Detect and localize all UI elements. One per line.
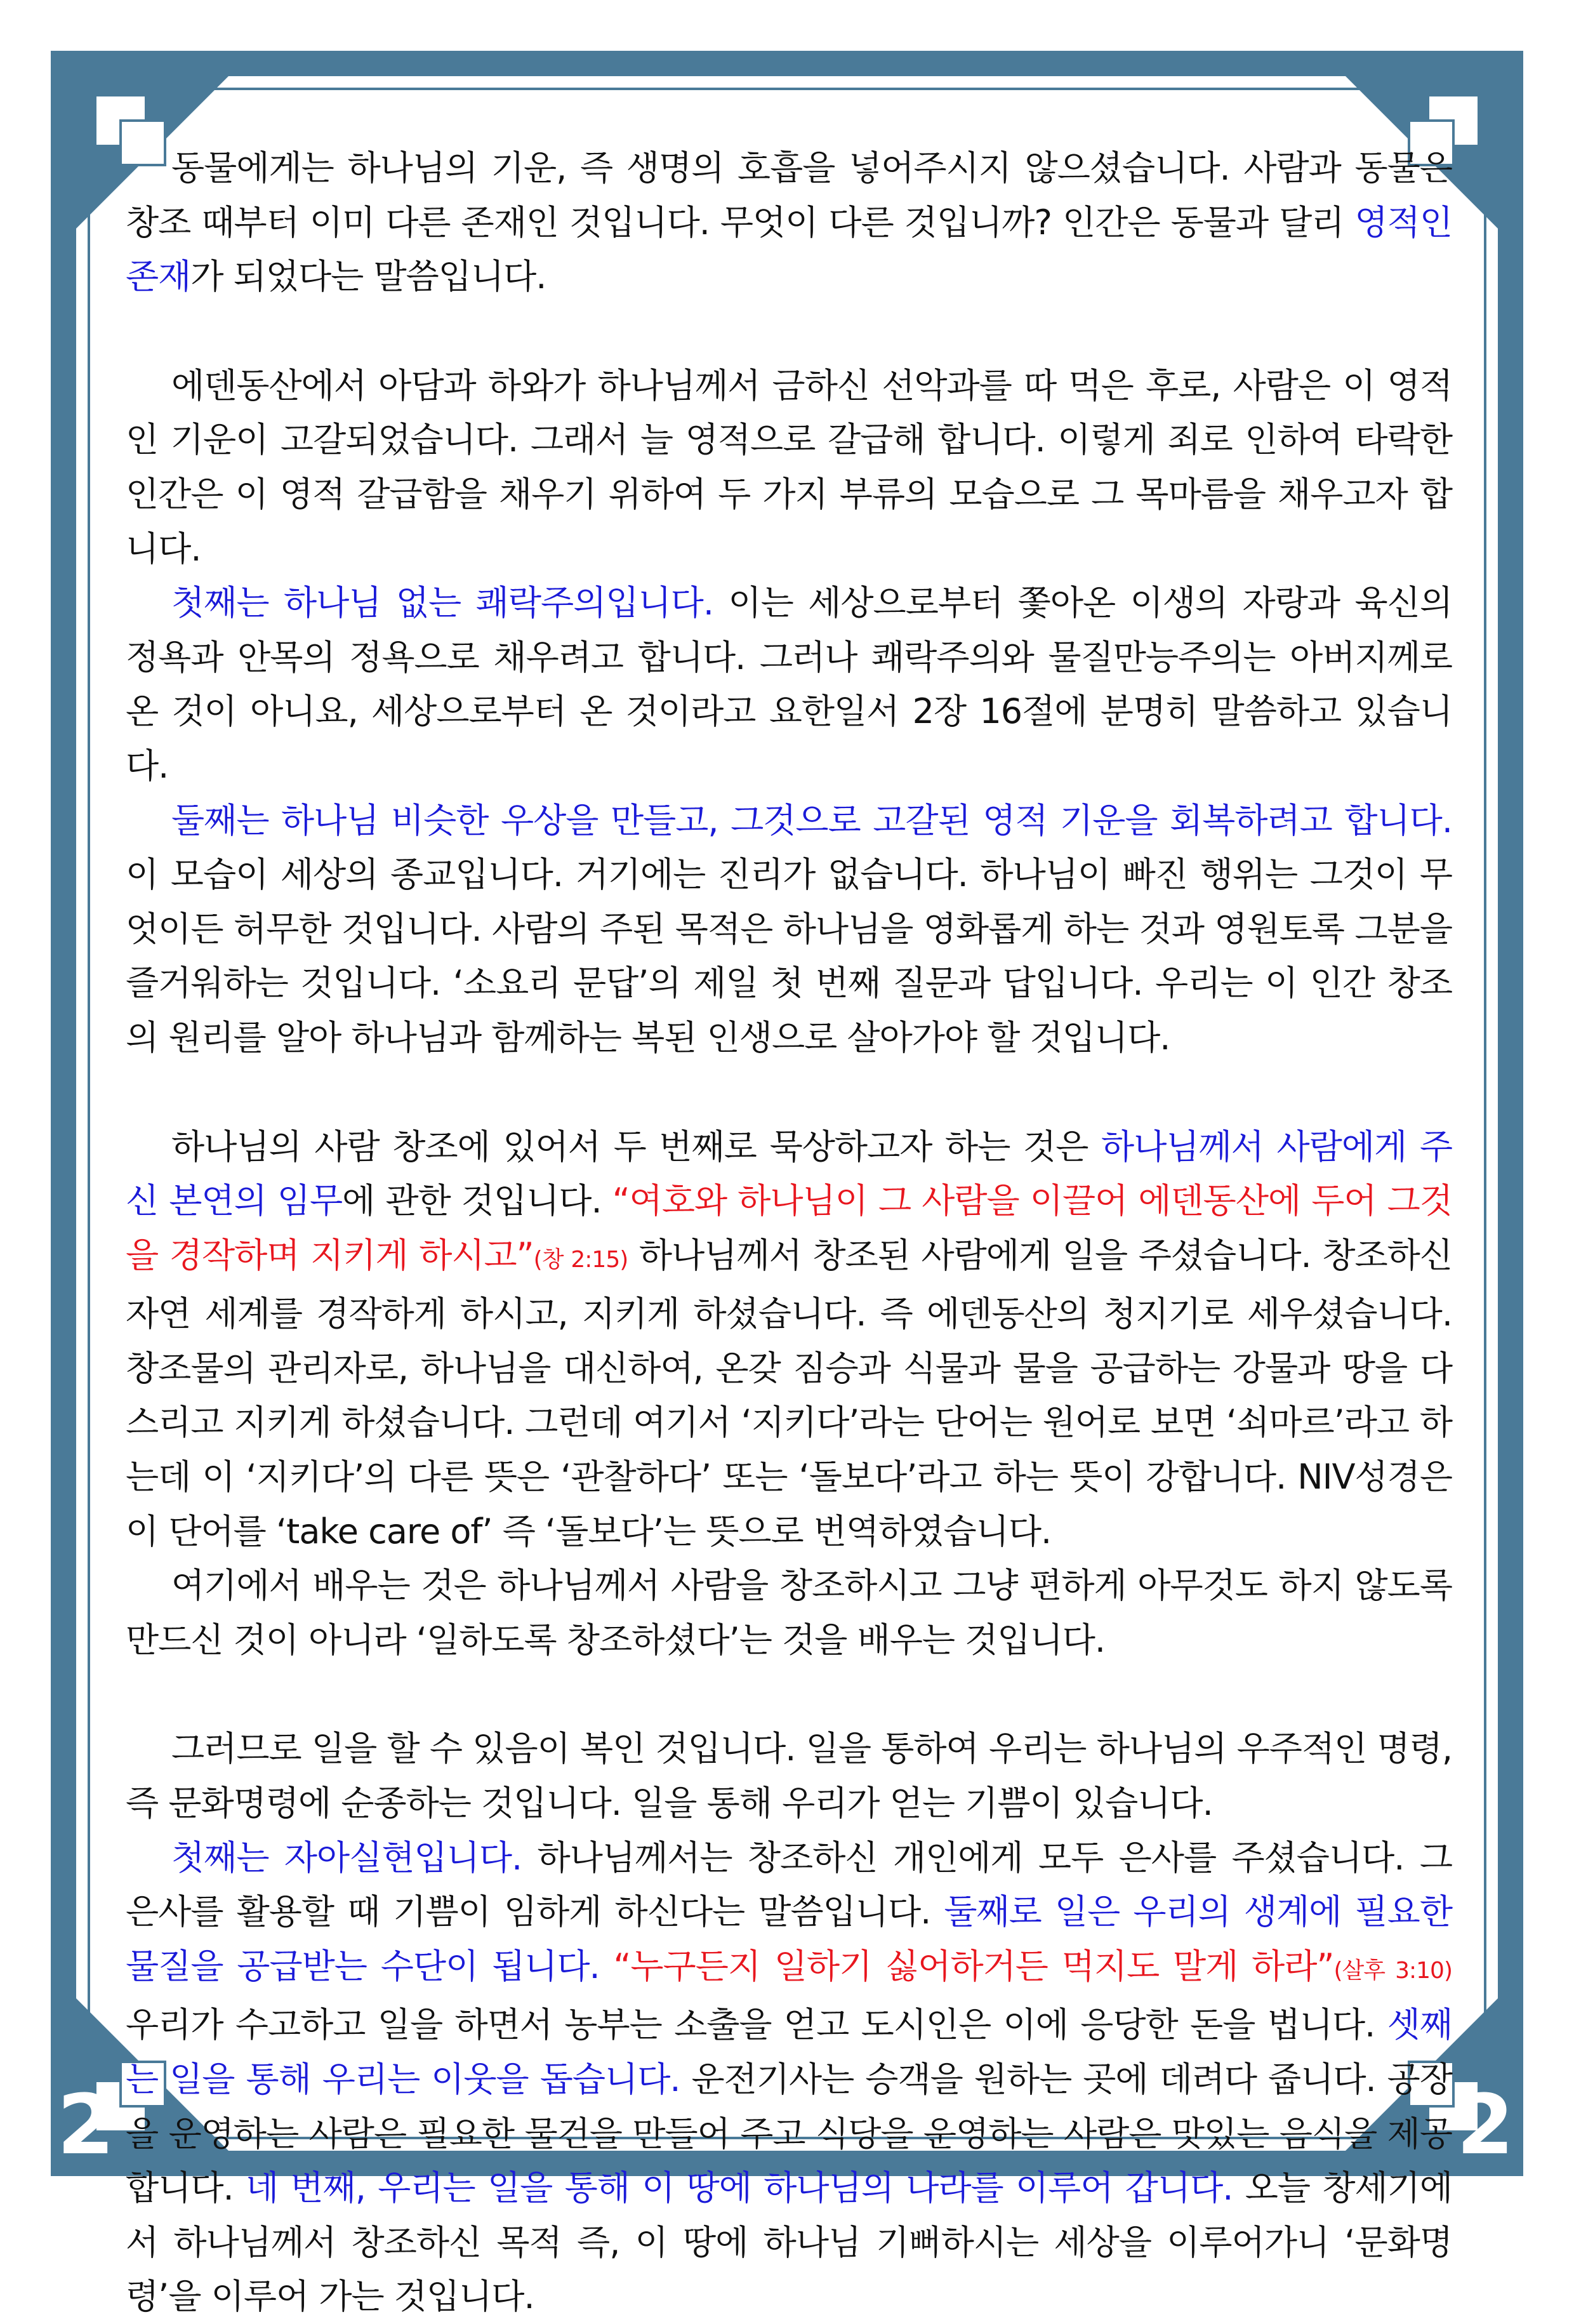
paragraph <box>126 141 1452 304</box>
paragraph <box>126 359 1452 576</box>
paragraph <box>126 1831 1452 2324</box>
text-run: (창 2:15) <box>533 1246 628 1273</box>
text-run: 셋째는 일을 통해 우리는 이웃을 돕습니다. <box>126 2005 1452 2099</box>
text-run: 둘째로 일은 우리의 생계에 필요한 물질을 공급받는 수단이 됩니다. <box>126 1892 1452 1986</box>
text-run: 여기에서 배우는 것은 하나님께서 사람을 창조하시고 그냥 편하게 아무것도 하지 않도록 만드신 것이 아니라 ‘일하도록 창조하셨다’는 것을 배우는 것입니다. <box>126 1565 1452 1660</box>
document-body <box>126 141 1452 2324</box>
paragraph <box>126 576 1452 793</box>
text-run: 에덴동산에서 아담과 하와가 하나님께서 금하신 선악과를 따 먹은 후로, 사람은 이 영적인 기운이 고갈되었습니다. 그래서 늘 영적으로 갈급해 합니다. 이렇게 죄로 인하여 타락한 인간은 이 영적 갈급함을 채우기 위하여 두 가지 부류의 모습으로 그 목마름을 채우고자 합니다. <box>126 365 1452 569</box>
text-run: 하나님께서는 창조하신 개인에게 모두 은사를 주셨습니다. 그 은사를 활용할 때 기쁨이 임하게 하신다는 말씀입니다. <box>126 1837 1452 1932</box>
text-run: 네 번째, 우리는 일을 통해 이 땅에 하나님의 나라를 이루어 갑니다. <box>245 2168 1233 2208</box>
text-run: 첫째는 자아실현입니다. <box>171 1837 522 1878</box>
text-run: 영적인 존재 <box>126 202 1452 297</box>
text-run: 우리가 수고하고 일을 하면서 농부는 소출을 얻고 도시인은 이에 응당한 돈을 법니다. <box>126 2005 1387 2045</box>
text-run: 동물에게는 하나님의 기운, 즉 생명의 호흡을 넣어주시지 않으셨습니다. 사람과 동물은 창조 때부터 이미 다른 존재인 것입니다. 무엇이 다른 것입니까? 인간은 동물과 달리 <box>126 148 1452 242</box>
text-run: 하나님의 사람 창조에 있어서 두 번째로 묵상하고자 하는 것은 <box>171 1126 1102 1167</box>
paragraph <box>126 1722 1452 1830</box>
page-number-left: 2 <box>57 2076 115 2173</box>
text-run: (살후 3:10) <box>1333 1957 1453 1984</box>
text-run: 오늘 창세기에서 하나님께서 창조하신 목적 즉, 이 땅에 하나님 기뻐하시는 세상을 이루어가니 ‘문화명령’을 이루어 가는 것입니다. <box>126 2168 1452 2317</box>
text-run: 가 되었다는 말씀입니다. <box>190 256 546 297</box>
text-run: 이 모습이 세상의 종교입니다. 거기에는 진리가 없습니다. 하나님이 빠진 행위는 그것이 무엇이든 허무한 것입니다. 사람의 주된 목적은 하나님을 영화롭게 하는 것과 영원토록 그분을 즐거워하는 것입니다. ‘소요리 문답’의 제일 첫 번째 질문과 답입니다. 우리는 이 인간 창조의 원리를 알아 하나님과 함께하는 복된 인생으로 살아가야 할 것입니다. <box>126 854 1452 1058</box>
text-run: 첫째는 하나님 없는 쾌락주의입니다. <box>171 583 713 623</box>
text-run: 이는 세상으로부터 쫓아온 이생의 자랑과 육신의 정욕과 안목의 정욕으로 채우려고 합니다. 그러나 쾌락주의와 물질만능주의는 아버지께로 온 것이 아니요, 세상으로부터 온 것이라고 요한일서 2장 16절에 분명히 말씀하고 있습니다. <box>126 583 1452 786</box>
paragraph <box>126 1120 1452 1559</box>
paragraph <box>126 1558 1452 1667</box>
text-run: 그러므로 일을 할 수 있음이 복인 것입니다. 일을 통하여 우리는 하나님의 우주적인 명령, 즉 문화명령에 순종하는 것입니다. 일을 통해 우리가 얻는 기쁨이 있습니다. <box>126 1729 1452 1824</box>
text-run: “누구든지 일하기 싫어하거든 먹지도 말게 하라” <box>613 1946 1334 1986</box>
text-run: 에 관한 것입니다. <box>342 1181 612 1221</box>
text-run: 둘째는 하나님 비슷한 우상을 만들고, 그것으로 고갈된 영적 기운을 회복하려고 합니다. <box>171 800 1452 840</box>
text-run: 운전기사는 승객을 원하는 곳에 데려다 줍니다. 공장을 운영하는 사람은 필요한 물건을 만들어 주고 식당을 운영하는 사람은 맛있는 음식을 제공합니다. <box>126 2059 1452 2208</box>
text-run: 하나님께서 사람에게 주신 본연의 임무 <box>126 1126 1452 1221</box>
text-run: “여호와 하나님이 그 사람을 이끌어 에덴동산에 두어 그것을 경작하며 지키게 하시고” <box>126 1181 1452 1275</box>
paragraph <box>126 793 1452 1065</box>
page-number-right: 2 <box>1457 2076 1514 2173</box>
text-run: 하나님께서 창조된 사람에게 일을 주셨습니다. 창조하신 자연 세계를 경작하게 하시고, 지키게 하셨습니다. 즉 에덴동산의 청지기로 세우셨습니다. 창조물의 관리자로, 하나님을 대신하여, 온갖 짐승과 식물과 물을 공급하는 강물과 땅을 다스리고 지키게 하셨습니다. 그런데 여기서 ‘지키다’라는 단어는 원어로 보면 ‘쇠마르’라고 하는데 이 ‘지키다’의 다른 뜻은 ‘관찰하다’ 또는 ‘돌보다’라고 하는 뜻이 강합니다. NIV성경은 이 단어를 ‘take care of’ 즉 ‘돌보다’는 뜻으로 번역하였습니다. <box>126 1235 1452 1551</box>
text-run <box>600 1946 614 1986</box>
